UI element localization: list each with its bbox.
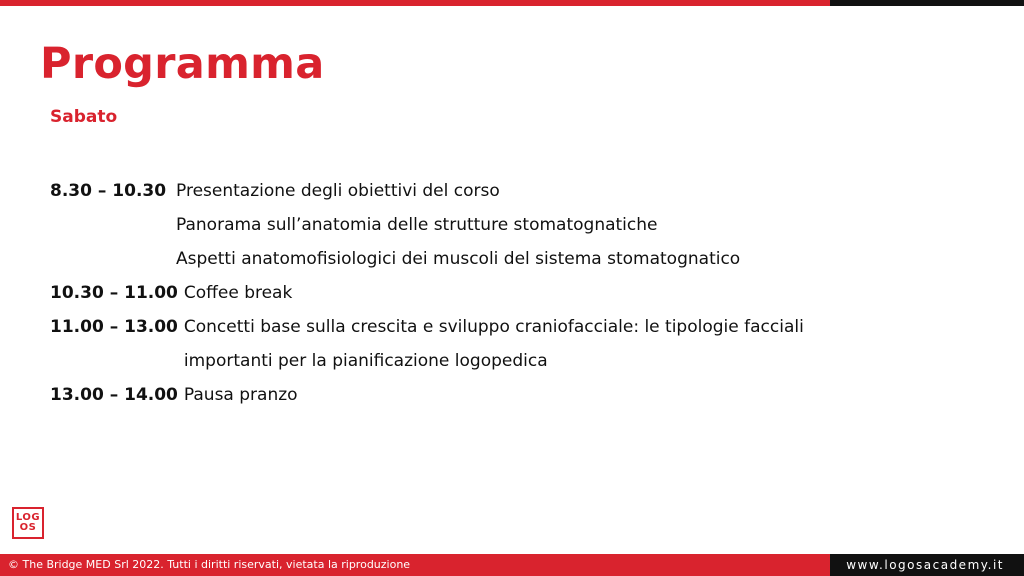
day-label: Sabato [50,107,118,127]
website-link[interactable]: www.logosacademy.it [846,558,1004,572]
copyright-notice: © The Bridge MED Srl 2022. Tutti i diritti riservati, vietata la riproduzione [8,558,411,571]
schedule-row [50,174,950,276]
schedule-row [50,310,950,378]
schedule-activities [184,310,804,378]
schedule-time: 10.30 – 11.00 [50,283,178,303]
schedule-activities [184,276,292,310]
schedule-activity: Panorama sull’anatomia delle strutture stomatognatiche [176,215,658,235]
logos-logo [12,507,44,539]
schedule-activities [184,378,298,412]
schedule-activity: Aspetti anatomofisiologici dei muscoli del sistema stomatognatico [176,249,741,269]
top-dark-bar [830,0,1024,6]
schedule-activity: Presentazione degli obiettivi del corso [176,181,500,201]
top-accent-bar [0,0,830,6]
schedule-activity: Coffee break [183,283,293,303]
logo-text-bottom: OS [19,522,37,533]
schedule-activity: Concetti base sulla crescita e sviluppo craniofacciale: le tipologie facciali [183,317,804,337]
schedule-time: 11.00 – 13.00 [50,317,178,337]
schedule-activity: importanti per la pianificazione logopedica [183,351,548,371]
logo-text-top: LOG [15,512,41,523]
schedule-time: 8.30 – 10.30 [50,181,167,201]
page-title: Programma [40,39,325,89]
schedule-row [50,276,950,310]
schedule-time: 13.00 – 14.00 [50,385,178,405]
schedule-activity: Pausa pranzo [183,385,298,405]
schedule-list [50,174,950,412]
schedule-row [50,378,950,412]
schedule-activities [176,174,740,276]
